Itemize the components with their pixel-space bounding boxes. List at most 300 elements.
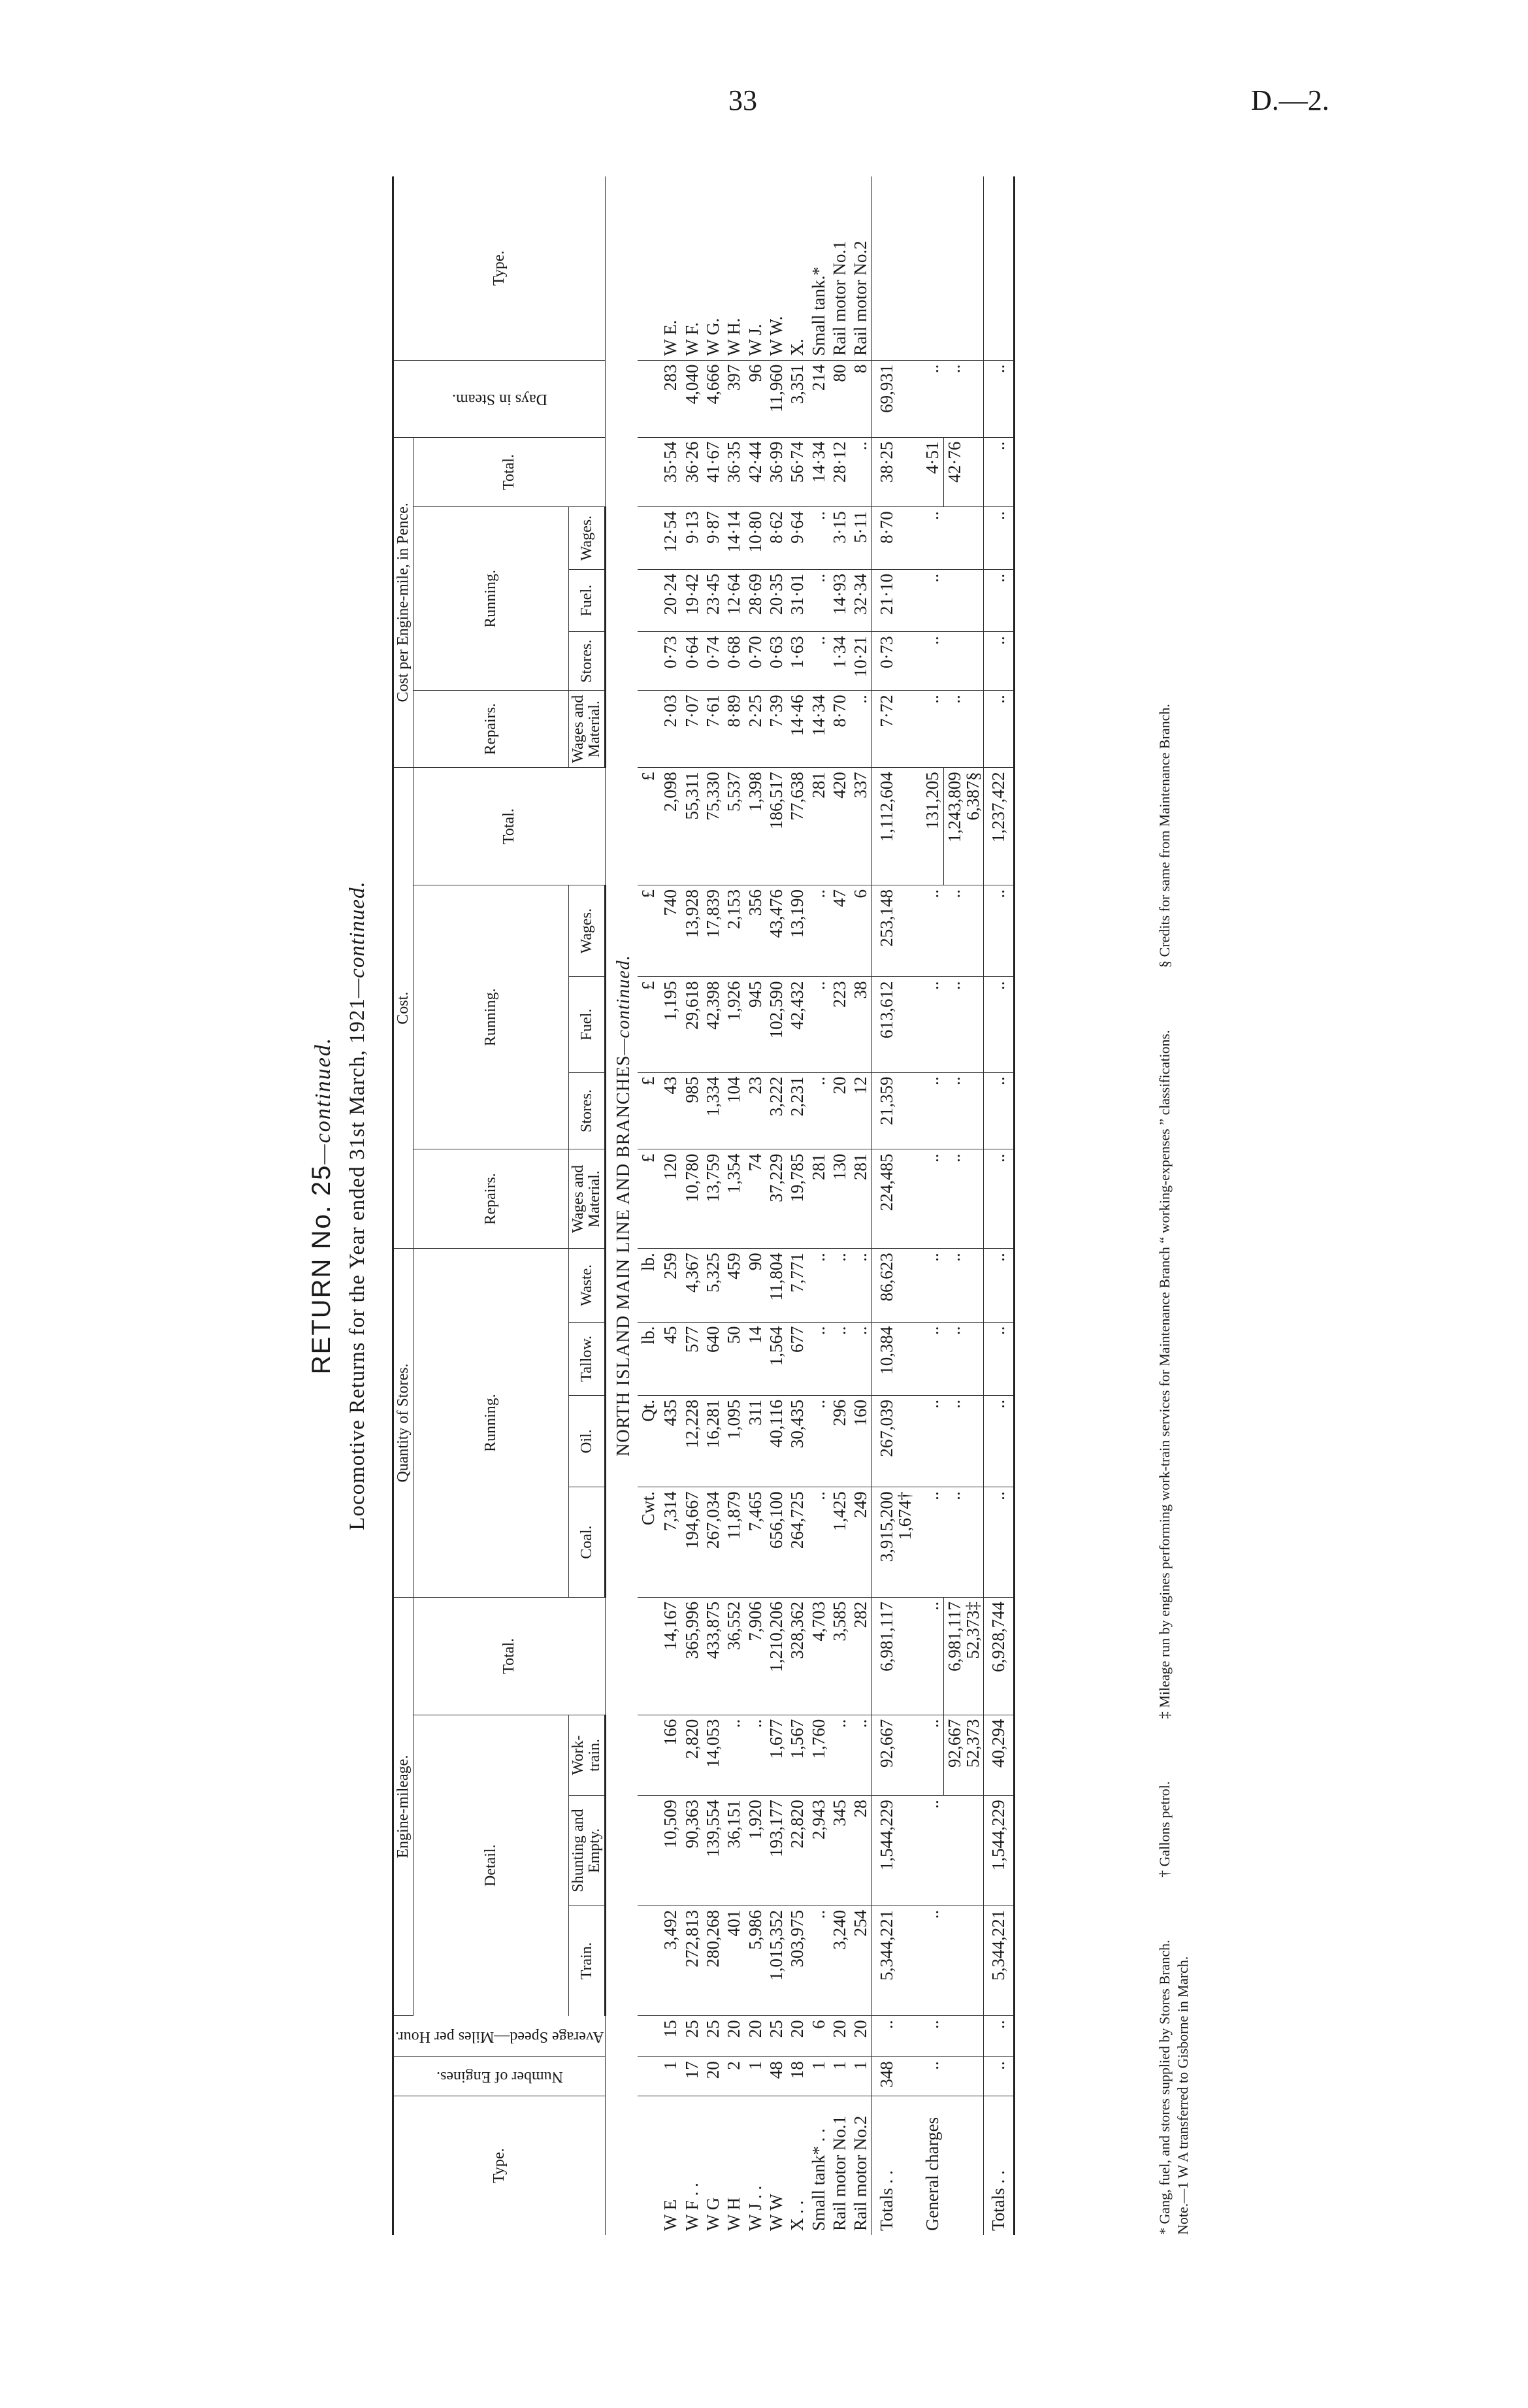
cell: 12·64 — [723, 569, 744, 632]
cell: 36·35 — [723, 437, 744, 507]
cell: 267,034 — [702, 1487, 723, 1598]
cell: 36,151 — [723, 1796, 744, 1906]
cell: 1,237,422 — [984, 768, 1014, 885]
cell: 86,623 — [871, 1249, 919, 1322]
cell: .. — [850, 437, 871, 507]
table-row — [787, 176, 807, 2235]
cell: 90 — [745, 1249, 766, 1322]
cell: 14·34 — [808, 691, 829, 768]
cell: 345 — [829, 1796, 850, 1906]
cell: 8·62 — [766, 507, 787, 570]
cell: .. — [808, 1249, 829, 1322]
cell: 5,344,221 — [871, 1905, 919, 2016]
cell: 16,281 — [702, 1395, 723, 1487]
cell: 20 — [787, 2016, 807, 2057]
cell: 420 — [829, 768, 850, 885]
cell: 7·39 — [766, 691, 787, 768]
cell: 0·74 — [702, 632, 723, 691]
cell: .. — [808, 1487, 829, 1598]
cell: .. — [808, 885, 829, 976]
row-type: Rail motor No.1 — [829, 2115, 849, 2231]
cell: 92,667 — [871, 1715, 919, 1796]
cell: 328,362 — [787, 1597, 807, 1715]
cell: 2,231 — [787, 1072, 807, 1149]
header-type-right: Type. — [393, 176, 606, 360]
cell: 1,334 — [702, 1072, 723, 1149]
cell: 90,363 — [681, 1796, 702, 1906]
cell: 11,960 — [766, 360, 787, 437]
row-type: X . . — [787, 2200, 807, 2231]
cell: 433,875 — [702, 1597, 723, 1715]
cell: 42,432 — [787, 977, 807, 1072]
cell: 2,943 — [808, 1796, 829, 1906]
cell: 356 — [745, 885, 766, 976]
cell: 656,100 — [766, 1487, 787, 1598]
cell: 4,040 — [681, 360, 702, 437]
cell: 282 — [850, 1597, 871, 1715]
cell: 2 — [723, 2057, 744, 2096]
cell: 10·80 — [745, 507, 766, 570]
cell: 12 — [850, 1072, 871, 1149]
cell: 281 — [808, 1149, 829, 1249]
cell: 28 — [850, 1796, 871, 1906]
cell: 272,813 — [681, 1905, 702, 2016]
cell: 5,537 — [723, 768, 744, 885]
cell: 20·35 — [766, 569, 787, 632]
header-days: Days in Steam. — [393, 360, 606, 437]
cell: 224,485 — [871, 1149, 919, 1249]
document-code: D.—2. — [1251, 84, 1329, 116]
cell: 259 — [658, 1249, 681, 1322]
cell: 56·74 — [787, 437, 807, 507]
cell: 337 — [850, 768, 871, 885]
cell: 1 — [658, 2057, 681, 2096]
cell: 7·07 — [681, 691, 702, 768]
cell: 7,771 — [787, 1249, 807, 1322]
cell: 43 — [658, 1072, 681, 1149]
cell: 38·25 — [871, 437, 919, 507]
cell: 21·10 — [871, 569, 919, 632]
cell: 10·21 — [850, 632, 871, 691]
cell: 25 — [766, 2016, 787, 2057]
footnote-4: § Credits for same from Maintenance Branch. — [1156, 704, 1173, 968]
cell: 1,112,604 — [871, 768, 919, 885]
unit-pound: £ — [638, 1149, 658, 1249]
cell: 254 — [850, 1905, 871, 2016]
cell: .. — [850, 1715, 871, 1796]
cell: 29,618 — [681, 977, 702, 1072]
cell: 20 — [745, 2016, 766, 2057]
cell: 296 — [829, 1395, 850, 1487]
cell: 253,148 — [871, 885, 919, 976]
cell: 13,190 — [787, 885, 807, 976]
header-pence-wages: Wages. — [569, 507, 606, 570]
cell: 40,294 — [984, 1715, 1014, 1796]
cell: .. — [808, 569, 829, 632]
unit-pound: £ — [638, 768, 658, 885]
cell: 1,677 — [766, 1715, 787, 1796]
cell: 31·01 — [787, 569, 807, 632]
row-type-right: W W. — [766, 176, 787, 360]
cell: 1 — [745, 2057, 766, 2096]
cell: 1,243,809 6,387§ — [943, 768, 984, 885]
cell: 3,240 — [829, 1905, 850, 2016]
title-block — [85, 176, 370, 2235]
cell: .. — [808, 507, 829, 570]
cell: 311 — [745, 1395, 766, 1487]
cell: 139,554 — [702, 1796, 723, 1906]
cell: 14·46 — [787, 691, 807, 768]
cell: 1·34 — [829, 632, 850, 691]
table-row — [829, 176, 850, 2235]
cell: 20 — [829, 1072, 850, 1149]
footnote-1: * Gang, fuel, and stores supplied by Stores Branch. — [1156, 1939, 1173, 2235]
cell: 13,759 — [702, 1149, 723, 1249]
header-shunting: Shunting and Empty. — [569, 1796, 606, 1906]
row-type-right: W E. — [658, 176, 681, 360]
cell: 7,465 — [745, 1487, 766, 1598]
cell: 1 — [829, 2057, 850, 2096]
row-type: W G — [702, 2197, 723, 2231]
cell: 985 — [681, 1072, 702, 1149]
cell: 10,509 — [658, 1796, 681, 1906]
header-cost-pence: Cost per Engine-mile, in Pence. — [393, 437, 414, 768]
cell: 2,153 — [723, 885, 744, 976]
cell: 4,367 — [681, 1249, 702, 1322]
table-row — [723, 176, 744, 2235]
cell: 13,928 — [681, 885, 702, 976]
cell: 2·03 — [658, 691, 681, 768]
cell: .. — [829, 1249, 850, 1322]
cell: 96 — [745, 360, 766, 437]
cell: 3·15 — [829, 507, 850, 570]
cell: 6,981,117 52,373‡ — [943, 1597, 984, 1715]
cell: .. — [808, 1905, 829, 2016]
cell: 14·34 — [808, 437, 829, 507]
row-type-right: W G. — [702, 176, 723, 360]
header-stores-running: Running. — [414, 1249, 569, 1598]
header-pence-total: Total. — [414, 437, 606, 507]
cell: 28·12 — [829, 437, 850, 507]
row-type: W J . . — [745, 2185, 765, 2231]
cell: 0·68 — [723, 632, 744, 691]
header-cost-repairs: Repairs. — [414, 1149, 569, 1249]
cell: 401 — [723, 1905, 744, 2016]
return-subtitle: Locomotive Returns for the Year ended 31st March, 1921—continued. — [346, 881, 369, 1530]
cell: 80 — [829, 360, 850, 437]
row-type: W W — [766, 2194, 786, 2231]
cell: 6,928,744 — [984, 1597, 1014, 1715]
cell: 365,996 — [681, 1597, 702, 1715]
cell: 4,703 — [808, 1597, 829, 1715]
cell: .. — [808, 1322, 829, 1395]
header-type: Type. — [393, 2096, 606, 2235]
cell: 9·87 — [702, 507, 723, 570]
cell: 20 — [702, 2057, 723, 2096]
general-charges-row: General charges .. .. .. .. .. .. .. .. .. .. .. .. .. .. 131,205 .. .. .. .. 4·51 .. — [919, 176, 943, 2235]
cell: 3,222 — [766, 1072, 787, 1149]
cell: 104 — [723, 1072, 744, 1149]
cell: .. — [808, 632, 829, 691]
cell: 42·76 — [943, 437, 984, 507]
table-row — [658, 176, 681, 2235]
cell: 8·89 — [723, 691, 744, 768]
cell: 8·70 — [871, 507, 919, 570]
cell: 459 — [723, 1249, 744, 1322]
cell: 5,986 — [745, 1905, 766, 2016]
row-type: W F . . — [681, 2183, 702, 2231]
cell: 20 — [850, 2016, 871, 2057]
row-type-right: W J. — [745, 176, 766, 360]
cell: 6 — [850, 885, 871, 976]
cell: 613,612 — [871, 977, 919, 1072]
cell: 74 — [745, 1149, 766, 1249]
cell: 14,053 — [702, 1715, 723, 1796]
cell: 3,492 — [658, 1905, 681, 2016]
cell: 38 — [850, 977, 871, 1072]
cell: 214 — [808, 360, 829, 437]
cell: 69,931 — [871, 360, 919, 437]
cell: 45 — [658, 1322, 681, 1395]
cell: 42·44 — [745, 437, 766, 507]
cell: .. — [808, 1072, 829, 1149]
cell: 193,177 — [766, 1796, 787, 1906]
row-type: W E — [660, 2199, 681, 2231]
cell: 1,425 — [829, 1487, 850, 1598]
cell: 3,915,200 1,674† — [871, 1487, 919, 1598]
cell: 677 — [787, 1322, 807, 1395]
cell: 0·70 — [745, 632, 766, 691]
cell: 1,926 — [723, 977, 744, 1072]
cell: 20 — [723, 2016, 744, 2057]
cell: 14·93 — [829, 569, 850, 632]
table-row — [850, 176, 871, 2235]
header-stores-qty: Quantity of Stores. — [393, 1249, 414, 1598]
header-pence-wages-material: Wages and Material. — [569, 691, 606, 768]
footnote-note: Note.—1 W A transferred to Gisborne in March. — [1175, 1956, 1191, 2235]
cell: 945 — [745, 977, 766, 1072]
cell: 3,585 — [829, 1597, 850, 1715]
cell: 0·63 — [766, 632, 787, 691]
cell: 25 — [681, 2016, 702, 2057]
totals-row — [871, 176, 919, 2235]
cell: 0·64 — [681, 632, 702, 691]
cell: 2,098 — [658, 768, 681, 885]
row-type-right: W F. — [681, 176, 702, 360]
cell: 281 — [808, 768, 829, 885]
row-type: Small tank* . . — [808, 2128, 828, 2231]
header-cost-fuel: Fuel. — [569, 977, 606, 1072]
cell: 264,725 — [787, 1487, 807, 1598]
cell: 22,820 — [787, 1796, 807, 1906]
subtotal-row: 92,667 52,373 6,981,117 52,373‡ .. .. .. .. .. .. .. .. 1,243,809 6,387§ .. 42·76 .. — [943, 176, 984, 2235]
cell: 249 — [850, 1487, 871, 1598]
cell: 14 — [745, 1322, 766, 1395]
cell: 435 — [658, 1395, 681, 1487]
cell: 14·14 — [723, 507, 744, 570]
row-type-right: X. — [787, 176, 807, 360]
cell: 19,785 — [787, 1149, 807, 1249]
header-oil: Oil. — [569, 1395, 606, 1487]
cell: 36,552 — [723, 1597, 744, 1715]
cell: 23·45 — [702, 569, 723, 632]
cell: 7·61 — [702, 691, 723, 768]
cell: 1,095 — [723, 1395, 744, 1487]
cell: 37,229 — [766, 1149, 787, 1249]
cell: 32·34 — [850, 569, 871, 632]
header-pence-repairs: Repairs. — [414, 691, 569, 768]
cell: 1,195 — [658, 977, 681, 1072]
cell: 21,359 — [871, 1072, 919, 1149]
cell: 1,544,229 — [871, 1796, 919, 1906]
cell: 5·11 — [850, 507, 871, 570]
cell: 11,804 — [766, 1249, 787, 1322]
cell: 9·64 — [787, 507, 807, 570]
cell: 17 — [681, 2057, 702, 2096]
header-speed: Average Speed—Miles per Hour. — [393, 2016, 606, 2057]
cell: 4,666 — [702, 360, 723, 437]
cell: 1,760 — [808, 1715, 829, 1796]
cell: 1,920 — [745, 1796, 766, 1906]
cell: 120 — [658, 1149, 681, 1249]
grand-totals-label: Totals . . — [984, 2096, 1014, 2235]
cell: 48 — [766, 2057, 787, 2096]
cell: 640 — [702, 1322, 723, 1395]
cell: 28·69 — [745, 569, 766, 632]
cell: 267,039 — [871, 1395, 919, 1487]
header-work-train: Work-train. — [569, 1715, 606, 1796]
cell: 280,268 — [702, 1905, 723, 2016]
cell: 1,567 — [787, 1715, 807, 1796]
cell: 5,325 — [702, 1249, 723, 1322]
cell: 1,015,352 — [766, 1905, 787, 2016]
general-charges-label: General charges — [922, 2117, 943, 2231]
section-heading-row — [606, 176, 638, 2235]
cell: 2·25 — [745, 691, 766, 768]
cell: 1,398 — [745, 768, 766, 885]
unit-qt: Qt. — [638, 1395, 658, 1487]
cell: 18 — [787, 2057, 807, 2096]
unit-cwt: Cwt. — [638, 1487, 658, 1598]
cell: 160 — [850, 1395, 871, 1487]
cell: .. — [829, 1322, 850, 1395]
table-row — [766, 176, 787, 2235]
header-coal: Coal. — [569, 1487, 606, 1598]
cell: 0·73 — [871, 632, 919, 691]
cell: 7,906 — [745, 1597, 766, 1715]
cell: 55,311 — [681, 768, 702, 885]
cell: .. — [808, 977, 829, 1072]
cell: 30,435 — [787, 1395, 807, 1487]
cell: 348 — [871, 2057, 919, 2096]
header-mileage-total: Total. — [414, 1597, 606, 1715]
cell: 12·54 — [658, 507, 681, 570]
cell: 194,667 — [681, 1487, 702, 1598]
footnotes — [1156, 176, 1192, 2235]
cell: 223 — [829, 977, 850, 1072]
unit-lb: lb. — [638, 1322, 658, 1395]
table-row — [745, 176, 766, 2235]
cell: .. — [850, 691, 871, 768]
cell: 1,354 — [723, 1149, 744, 1249]
cell: 10,384 — [871, 1322, 919, 1395]
cell: 6,981,117 — [871, 1597, 919, 1715]
return-title: RETURN No. 25—continued. — [307, 1036, 336, 1375]
cell: 9·13 — [681, 507, 702, 570]
cell: 740 — [658, 885, 681, 976]
row-type-right: Small tank.* — [808, 176, 829, 360]
cell: .. — [745, 1715, 766, 1796]
cell: 20·24 — [658, 569, 681, 632]
header-cost-running: Running. — [414, 885, 569, 1149]
row-type: W H — [724, 2197, 744, 2231]
cell: 1 — [850, 2057, 871, 2096]
cell: 5,344,221 — [984, 1905, 1014, 2016]
footnote-2: † Gallons petrol. — [1156, 1781, 1173, 1877]
cell: 40,116 — [766, 1395, 787, 1487]
cell: 77,638 — [787, 768, 807, 885]
cell: 17,839 — [702, 885, 723, 976]
table-row — [808, 176, 829, 2235]
header-train: Train. — [569, 1905, 606, 2016]
cell: .. — [808, 1395, 829, 1487]
cell: 102,590 — [766, 977, 787, 1072]
cell: 1,544,229 — [984, 1796, 1014, 1906]
header-cost: Cost. — [393, 768, 414, 1249]
cell: 7,314 — [658, 1487, 681, 1598]
cell: 1,210,206 — [766, 1597, 787, 1715]
cell: .. — [829, 1715, 850, 1796]
unit-pound: £ — [638, 885, 658, 976]
cell: 92,667 52,373 — [943, 1715, 984, 1796]
cell: 15 — [658, 2016, 681, 2057]
section-heading: NORTH ISLAND MAIN LINE AND BRANCHES—continued. — [613, 955, 634, 1457]
cell: 1,564 — [766, 1322, 787, 1395]
cell: 35·54 — [658, 437, 681, 507]
cell: 12,228 — [681, 1395, 702, 1487]
unit-pound: £ — [638, 977, 658, 1072]
header-mileage: Engine-mileage. — [393, 1597, 414, 2015]
cell: 10,780 — [681, 1149, 702, 1249]
footnote-3: ‡ Mileage run by engines performing work-train services for Maintenance Branch “ working-expenses ” classifications. — [1156, 1030, 1173, 1719]
totals-label: Totals . . — [871, 2096, 919, 2235]
cell: .. — [723, 1715, 744, 1796]
cell: 19·42 — [681, 569, 702, 632]
cell: 303,975 — [787, 1905, 807, 2016]
cell: 23 — [745, 1072, 766, 1149]
cell: 36·99 — [766, 437, 787, 507]
cell: 186,517 — [766, 768, 787, 885]
cell: 42,398 — [702, 977, 723, 1072]
header-pence-fuel: Fuel. — [569, 569, 606, 632]
cell: 14,167 — [658, 1597, 681, 1715]
cell: 20 — [829, 2016, 850, 2057]
grand-totals-row: Totals . . .. .. 5,344,221 1,544,229 40,294 6,928,744 .. .. .. .. .. .. .. .. 1,237,422 .. .. .. .. .. .. — [984, 176, 1014, 2235]
cell: 50 — [723, 1322, 744, 1395]
cell: 166 — [658, 1715, 681, 1796]
cell: 1·63 — [787, 632, 807, 691]
cell: 47 — [829, 885, 850, 976]
header-pence-running: Running. — [414, 507, 569, 691]
header-waste: Waste. — [569, 1249, 606, 1322]
cell: 43,476 — [766, 885, 787, 976]
page-number: 33 — [728, 84, 757, 116]
table-row — [681, 176, 702, 2235]
cell: 577 — [681, 1322, 702, 1395]
row-type: Rail motor No.2 — [851, 2115, 871, 2231]
cell: 7·72 — [871, 691, 919, 768]
unit-pound: £ — [638, 1072, 658, 1149]
